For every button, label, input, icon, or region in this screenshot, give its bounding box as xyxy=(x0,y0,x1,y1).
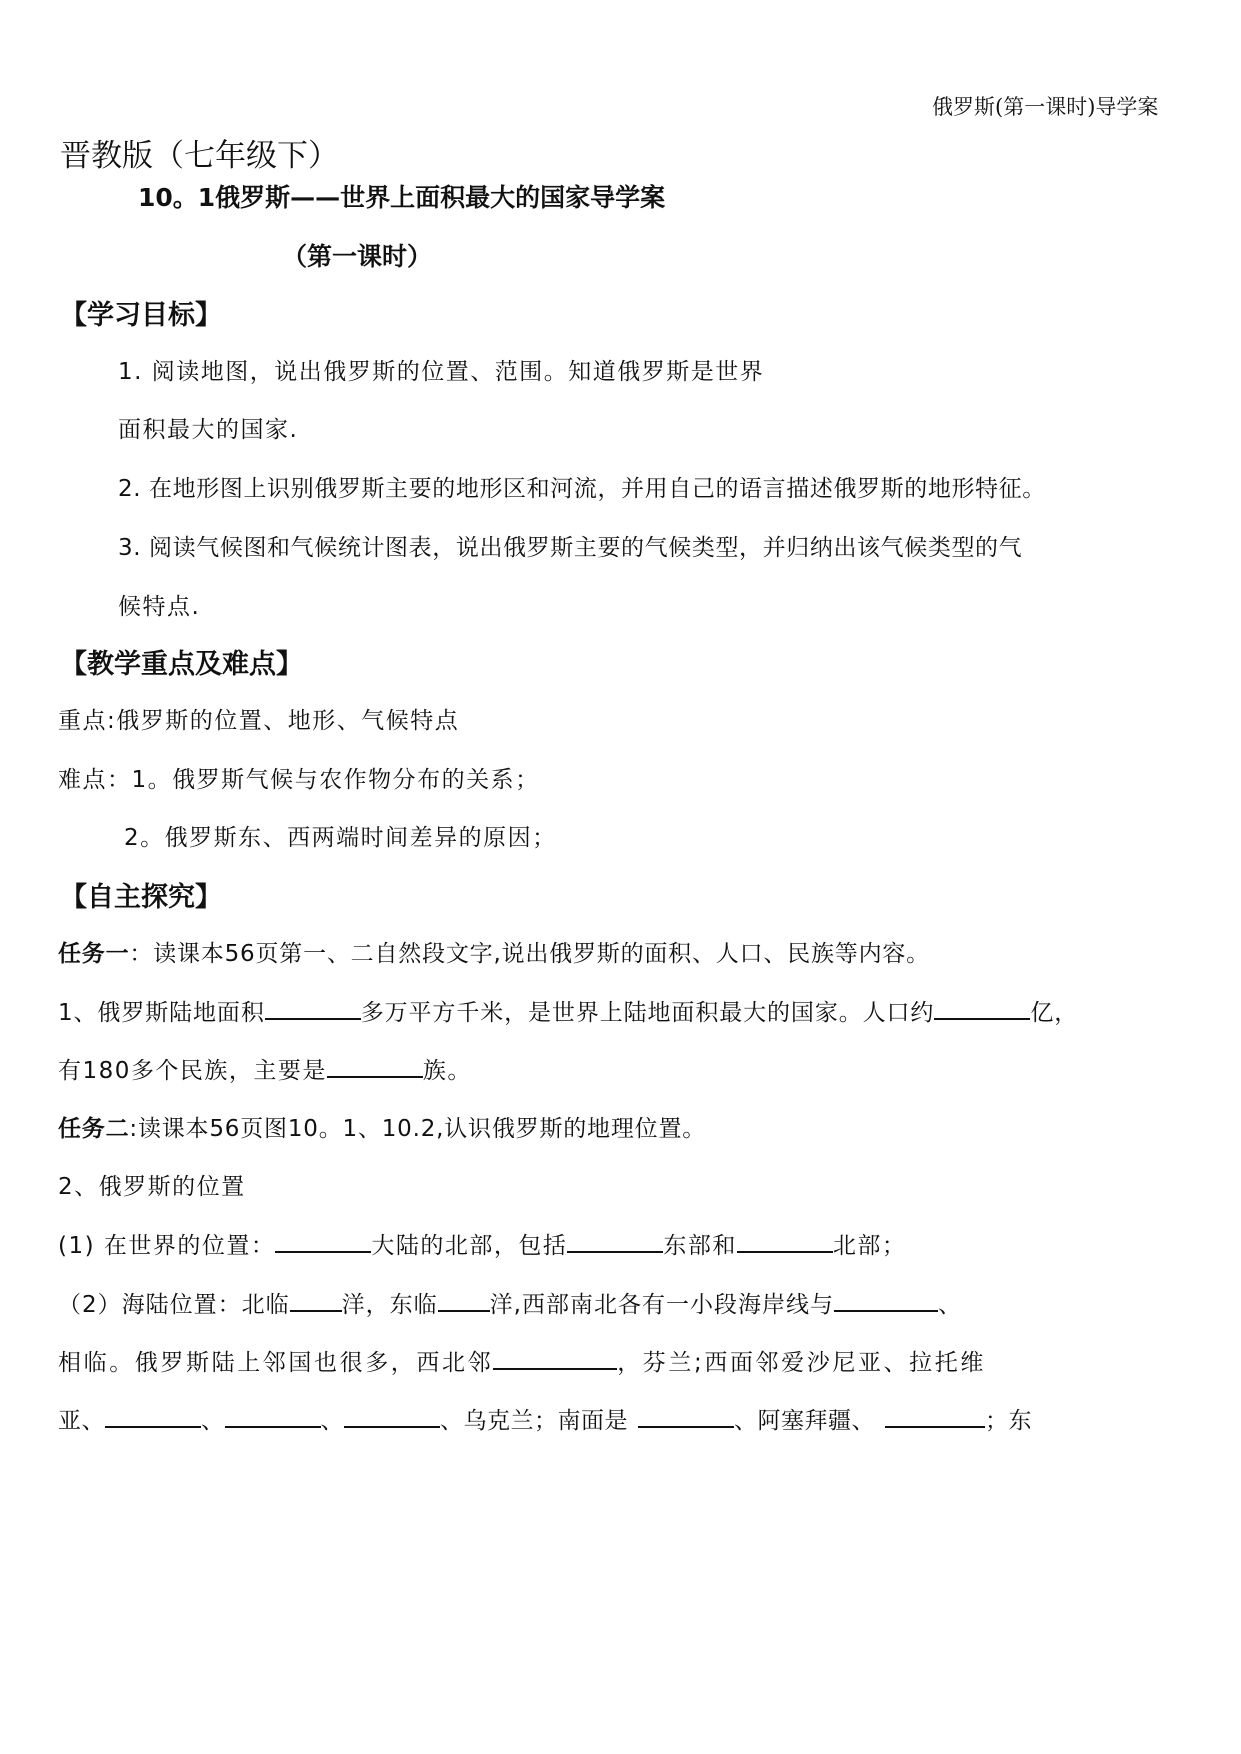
document-title: 10。1俄罗斯——世界上面积最大的国家导学案 xyxy=(138,183,666,212)
objectives-heading: 【学习目标】 xyxy=(60,300,222,331)
q1-text-d: 有180多个民族，主要是 xyxy=(58,1058,327,1084)
question-2-heading: 2、俄罗斯的位置 xyxy=(58,1174,246,1200)
east-ocean-blank[interactable] xyxy=(438,1288,490,1312)
difficult-point-2: 2。俄罗斯东、西两端时间差异的原因； xyxy=(124,825,557,851)
q2-2-text-c: 洋,西部南北各有一小段海岸线与 xyxy=(489,1292,834,1318)
focus-heading: 【教学重点及难点】 xyxy=(60,649,303,680)
continent-blank[interactable] xyxy=(275,1229,371,1253)
q2-2-text-a: （2）海陆位置：北临 xyxy=(58,1292,290,1318)
west-neighbor-blank-1[interactable] xyxy=(105,1404,201,1428)
q2-3-text-a: 相临。俄罗斯陆上邻国也很多，西北邻 xyxy=(58,1350,494,1376)
difficult-point-1: 难点：1。俄罗斯气候与农作物分布的关系； xyxy=(58,767,540,793)
sea-blank-1[interactable] xyxy=(834,1288,938,1312)
q2-1-text-d: 北部； xyxy=(832,1233,907,1259)
task-2-text: :读课本56页图10。1、10.2,认识俄罗斯的地理位置。 xyxy=(129,1116,707,1142)
question-2-4 xyxy=(58,1402,1032,1435)
objective-2: 2. 在地形图上识别俄罗斯主要的地形区和河流，并用自己的语言描述俄罗斯的地形特征。 xyxy=(118,476,1046,502)
objective-3-line-1: 3. 阅读气候图和气候统计图表，说出俄罗斯主要的气候类型，并归纳出该气候类型的气 xyxy=(118,535,1023,561)
north-ocean-blank[interactable] xyxy=(290,1288,342,1312)
document-subtitle: （第一课时） xyxy=(282,242,433,271)
northwest-neighbor-blank[interactable] xyxy=(493,1346,617,1370)
question-2-1 xyxy=(58,1227,906,1260)
running-header: 俄罗斯(第一课时)导学案 xyxy=(932,95,1159,119)
edition-label: 晋教版（七年级下） xyxy=(60,138,339,174)
q2-1-text-a: (1) 在世界的位置： xyxy=(58,1233,276,1259)
q2-4-text-b: 、 xyxy=(201,1408,225,1434)
question-1-line-1 xyxy=(58,994,1078,1027)
q2-4-text-a: 亚、 xyxy=(58,1408,105,1434)
q2-2-text-d: 、 xyxy=(937,1292,962,1318)
task-2-label: 任务二 xyxy=(58,1116,130,1142)
q1-text-a: 1、俄罗斯陆地面积 xyxy=(58,1000,265,1026)
key-points: 重点:俄罗斯的位置、地形、气候特点 xyxy=(58,708,460,734)
south-neighbor-blank-1[interactable] xyxy=(638,1404,734,1428)
objective-1-line-2: 面积最大的国家. xyxy=(118,417,299,443)
q1-text-e: 族。 xyxy=(422,1058,472,1084)
q2-4-text-e: 、阿塞拜疆、 xyxy=(734,1408,875,1434)
area-blank[interactable] xyxy=(265,996,361,1020)
q2-4-text-d: 、乌克兰；南面是 xyxy=(440,1408,628,1434)
objective-3-line-2: 候特点. xyxy=(118,594,201,620)
south-neighbor-blank-2[interactable] xyxy=(885,1404,985,1428)
east-region-blank[interactable] xyxy=(567,1229,663,1253)
q2-1-text-c: 东部和 xyxy=(663,1233,737,1259)
q1-text-c: 亿， xyxy=(1030,1000,1079,1026)
q2-2-text-b: 洋，东临 xyxy=(341,1292,438,1318)
question-2-3 xyxy=(58,1344,986,1377)
q2-4-text-c: 、 xyxy=(320,1408,344,1434)
question-1-line-2 xyxy=(58,1052,472,1085)
q2-3-text-b: ，芬兰;西面邻爱沙尼亚、拉托维 xyxy=(617,1350,986,1376)
task-2 xyxy=(58,1110,706,1143)
q2-4-text-f: ；东 xyxy=(985,1408,1032,1434)
task-1 xyxy=(58,935,930,968)
ethnic-group-blank[interactable] xyxy=(327,1054,423,1078)
q2-1-text-b: 大陆的北部，包括 xyxy=(371,1233,568,1259)
task-1-label: 任务一 xyxy=(58,941,130,967)
population-blank[interactable] xyxy=(934,996,1030,1020)
west-neighbor-blank-3[interactable] xyxy=(344,1404,440,1428)
west-neighbor-blank-2[interactable] xyxy=(225,1404,321,1428)
task-1-text: ：读课本56页第一、二自然段文字,说出俄罗斯的面积、人口、民族等内容。 xyxy=(129,941,930,967)
north-region-blank[interactable] xyxy=(737,1229,833,1253)
explore-heading: 【自主探究】 xyxy=(60,882,222,913)
question-2-2 xyxy=(58,1286,962,1319)
q1-text-b: 多万平方千米，是世界上陆地面积最大的国家。人口约 xyxy=(360,1000,935,1026)
objective-1-line-1: 1. 阅读地图，说出俄罗斯的位置、范围。知道俄罗斯是世界 xyxy=(118,359,765,385)
